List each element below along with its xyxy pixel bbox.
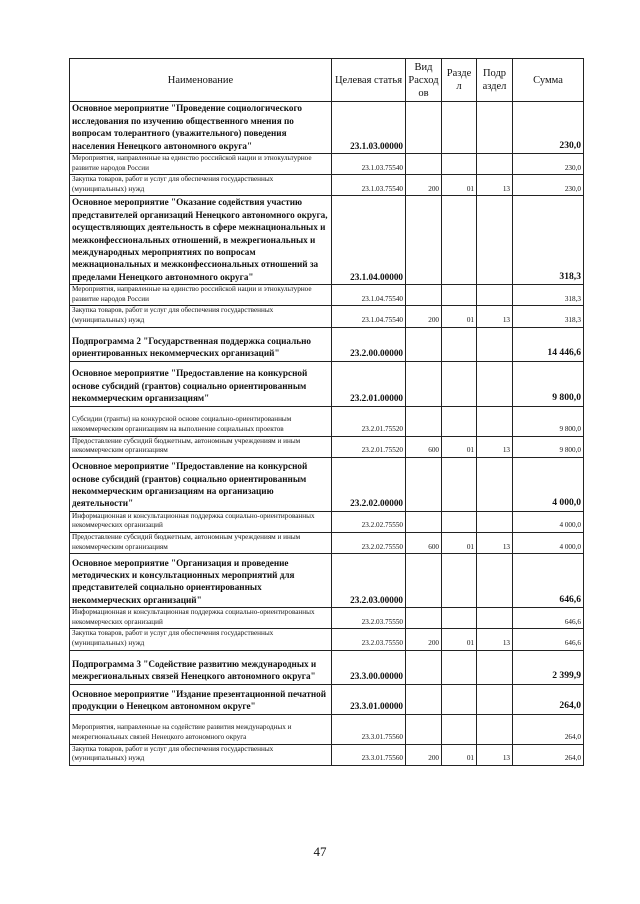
cell-razdel [442,684,477,714]
cell-code: 23.1.04.75540 [332,285,406,306]
cell-podr [477,457,513,511]
cell-razdel [442,196,477,285]
cell-podr [477,154,513,175]
cell-razdel [442,554,477,608]
table-row [70,629,584,650]
cell-code: 23.2.02.75550 [332,511,406,532]
cell-razdel [442,406,477,436]
cell-podr [477,361,513,406]
page-number: 47 [313,844,327,859]
cell-podr [477,196,513,285]
cell-sum: 14 446,6 [513,327,584,361]
cell-sum: 4 000,0 [513,511,584,532]
header-razdel: Разде л [442,59,477,102]
cell-code: 23.2.01.75520 [332,436,406,457]
cell-vid [406,650,442,684]
cell-name: Подпрограмма 3 "Содействие развитию международных и межрегиональных связей Ненецкого автономного округа" [70,650,332,684]
cell-podr [477,714,513,744]
cell-name: Информационная и консультационная поддержка социально-ориентированных некоммерческих организаций [70,608,332,629]
cell-code: 23.3.01.00000 [332,684,406,714]
cell-podr [477,327,513,361]
cell-razdel [442,608,477,629]
cell-code: 23.2.02.00000 [332,457,406,511]
cell-vid: 600 [406,532,442,553]
cell-vid [406,327,442,361]
cell-razdel: 01 [442,532,477,553]
table-row [70,306,584,327]
cell-name: Информационная и консультационная поддержка социально-ориентированных некоммерческих организаций [70,511,332,532]
cell-razdel: 01 [442,436,477,457]
cell-vid [406,154,442,175]
table-header-row [70,59,584,102]
cell-vid [406,608,442,629]
cell-razdel [442,714,477,744]
header-code: Целевая статья [332,59,406,102]
cell-podr [477,608,513,629]
cell-name: Мероприятия, направленные на содействие развития международных и межрегиональных связей Ненецкого автономного округа [70,714,332,744]
cell-sum: 318,3 [513,285,584,306]
header-name: Наименование [70,59,332,102]
cell-vid [406,196,442,285]
cell-sum: 646,6 [513,554,584,608]
cell-code: 23.2.03.75550 [332,608,406,629]
cell-podr: 13 [477,629,513,650]
table-row [70,511,584,532]
cell-code: 23.2.03.75550 [332,629,406,650]
cell-vid: 600 [406,436,442,457]
cell-code: 23.2.00.00000 [332,327,406,361]
table-row [70,436,584,457]
cell-podr [477,650,513,684]
cell-sum: 646,6 [513,629,584,650]
cell-razdel: 01 [442,629,477,650]
header-podr: Подр аздел [477,59,513,102]
cell-name: Основное мероприятие "Предоставление на конкурсной основе субсидий (грантов) социально ориентированным некоммерческим организациям на организацию деятельности" [70,457,332,511]
cell-podr [477,511,513,532]
cell-name: Закупка товаров, работ и услуг для обеспечения государственных (муниципальных) нужд [70,306,332,327]
cell-name: Предоставление субсидий бюджетным, автономным учреждениям и иным некоммерческим организациям [70,532,332,553]
table-row [70,744,584,765]
table-row [70,650,584,684]
cell-podr [477,554,513,608]
table-row [70,684,584,714]
cell-razdel [442,457,477,511]
cell-razdel [442,511,477,532]
cell-sum: 2 399,9 [513,650,584,684]
cell-name: Предоставление субсидий бюджетным, автономным учреждениям и иным некоммерческим организациям [70,436,332,457]
cell-name: Закупка товаров, работ и услуг для обеспечения государственных (муниципальных) нужд [70,744,332,765]
cell-name: Мероприятия, направленные на единство российской нации и этнокультурное развитие народов России [70,285,332,306]
cell-name: Мероприятия, направленные на единство российской нации и этнокультурное развитие народов России [70,154,332,175]
cell-code: 23.1.04.75540 [332,306,406,327]
cell-sum: 4 000,0 [513,457,584,511]
table-row [70,532,584,553]
cell-vid [406,511,442,532]
cell-code: 23.2.02.75550 [332,532,406,553]
cell-vid [406,361,442,406]
cell-code: 23.3.01.75560 [332,714,406,744]
table-row [70,175,584,196]
cell-razdel [442,650,477,684]
table-row [70,285,584,306]
cell-sum: 318,3 [513,196,584,285]
cell-razdel: 01 [442,175,477,196]
cell-podr: 13 [477,744,513,765]
cell-vid: 200 [406,744,442,765]
table-row [70,154,584,175]
cell-podr: 13 [477,306,513,327]
cell-sum: 646,6 [513,608,584,629]
cell-razdel [442,327,477,361]
cell-vid [406,457,442,511]
cell-sum: 318,3 [513,306,584,327]
table-row [70,327,584,361]
cell-podr [477,684,513,714]
table-row [70,102,584,154]
cell-code: 23.1.04.00000 [332,196,406,285]
cell-razdel: 01 [442,744,477,765]
table-body [70,102,584,766]
cell-razdel [442,361,477,406]
cell-podr: 13 [477,175,513,196]
cell-code: 23.2.03.00000 [332,554,406,608]
cell-name: Основное мероприятие "Издание презентационной печатной продукции о Ненецком автономном округе" [70,684,332,714]
cell-sum: 264,0 [513,684,584,714]
cell-code: 23.2.01.00000 [332,361,406,406]
cell-sum: 4 000,0 [513,532,584,553]
cell-name: Основное мероприятие "Предоставление на конкурсной основе субсидий (грантов) социально ориентированным некоммерческим организациям" [70,361,332,406]
cell-name: Основное мероприятие "Проведение социологического исследования по изучению общественного мнения по вопросам толерантного (уважительного) поведения населения Ненецкого автономного округа" [70,102,332,154]
cell-code: 23.2.01.75520 [332,406,406,436]
cell-sum: 9 800,0 [513,406,584,436]
cell-name: Подпрограмма 2 "Государственная поддержка социально ориентированных некоммерческих организаций" [70,327,332,361]
cell-vid: 200 [406,629,442,650]
cell-code: 23.1.03.75540 [332,175,406,196]
header-vid: Вид Расход ов [406,59,442,102]
cell-razdel [442,154,477,175]
budget-table [69,58,584,766]
cell-code: 23.3.01.75560 [332,744,406,765]
cell-vid [406,102,442,154]
header-sum: Сумма [513,59,584,102]
table-row [70,554,584,608]
cell-sum: 9 800,0 [513,436,584,457]
cell-vid: 200 [406,175,442,196]
cell-name: Основное мероприятие "Оказание содействия участию представителей организаций Ненецкого автономного округа, осуществляющих деятельность в сфере межнациональных и межконфессиональных отношений, в межрегиональных и международных мероприятиях по вопросам межнациональных и межконфессиональных отношений за пределами Ненецкого автономного округа" [70,196,332,285]
cell-vid [406,714,442,744]
table-row [70,608,584,629]
cell-sum: 230,0 [513,102,584,154]
cell-vid: 200 [406,306,442,327]
table-row [70,457,584,511]
cell-name: Основное мероприятие "Организация и проведение методических и консультационных мероприятий для представителей социально ориентированных некоммерческих организаций" [70,554,332,608]
cell-sum: 230,0 [513,154,584,175]
cell-vid [406,684,442,714]
cell-podr: 13 [477,436,513,457]
cell-vid [406,554,442,608]
table-row [70,196,584,285]
table-row [70,714,584,744]
cell-name: Закупка товаров, работ и услуг для обеспечения государственных (муниципальных) нужд [70,629,332,650]
cell-code: 23.1.03.00000 [332,102,406,154]
cell-podr: 13 [477,532,513,553]
cell-podr [477,102,513,154]
cell-razdel [442,285,477,306]
cell-sum: 230,0 [513,175,584,196]
cell-razdel [442,102,477,154]
cell-podr [477,406,513,436]
cell-name: Закупка товаров, работ и услуг для обеспечения государственных (муниципальных) нужд [70,175,332,196]
cell-vid [406,406,442,436]
cell-vid [406,285,442,306]
table-row [70,406,584,436]
cell-podr [477,285,513,306]
cell-code: 23.1.03.75540 [332,154,406,175]
cell-name: Субсидии (гранты) на конкурсной основе социально-ориентированным некоммерческим организациям на выполнение социальных проектов [70,406,332,436]
cell-sum: 264,0 [513,744,584,765]
cell-sum: 264,0 [513,714,584,744]
table-row [70,361,584,406]
cell-sum: 9 800,0 [513,361,584,406]
cell-code: 23.3.00.00000 [332,650,406,684]
cell-razdel: 01 [442,306,477,327]
